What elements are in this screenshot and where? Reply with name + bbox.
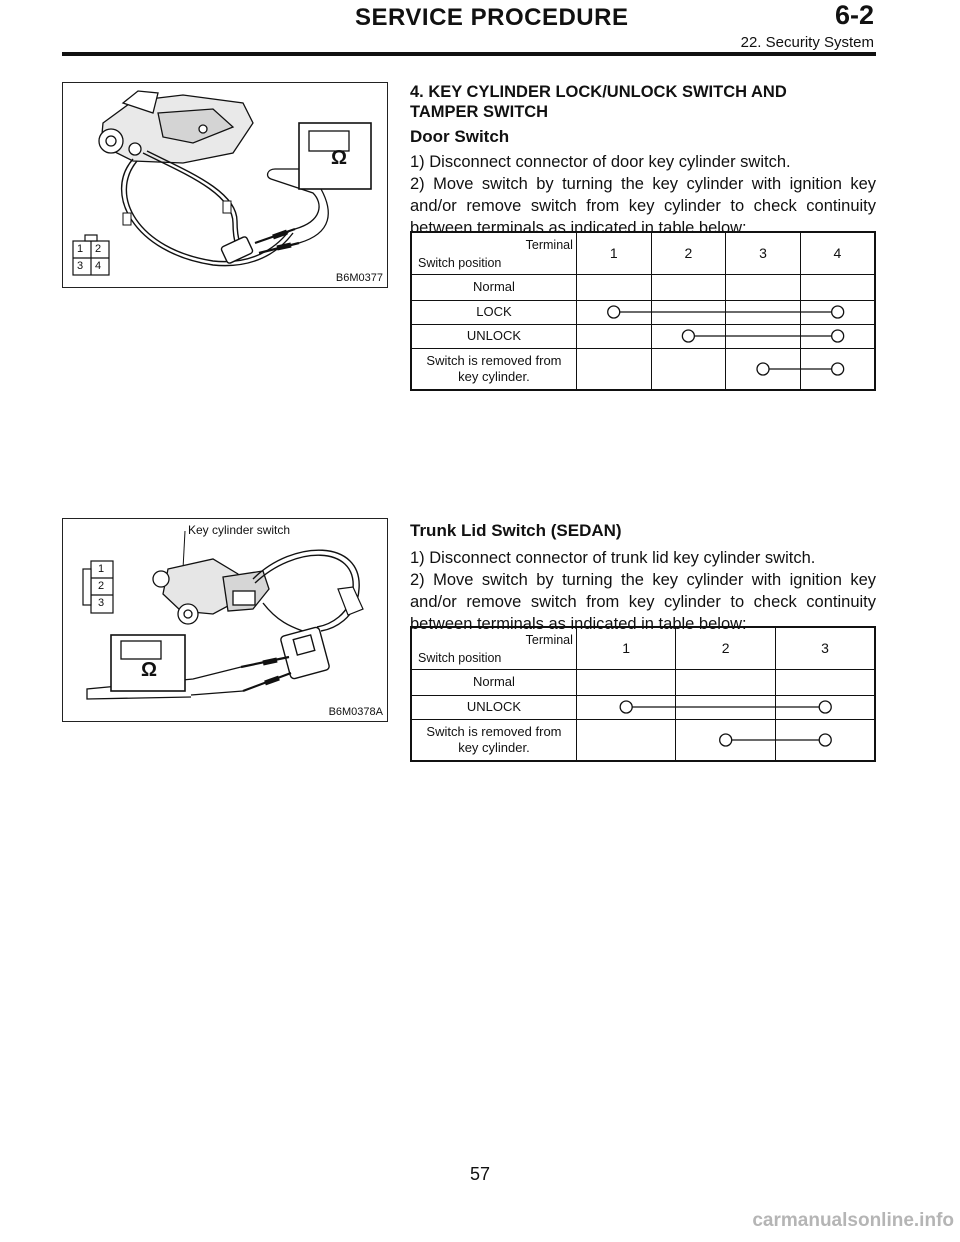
header-terminal: Terminal bbox=[525, 238, 573, 252]
trunk-step-2: 2) Move switch by turning the key cylinder with ignition key and/or remove switch from key cylinder to check continuity between terminals as indicated in table below: bbox=[410, 571, 876, 633]
row-label-normal: Normal bbox=[411, 274, 576, 300]
door-switch-heading: Door Switch bbox=[410, 127, 510, 146]
door-step-2: 2) Move switch by turning the key cylinder with ignition key and/or remove switch from key cylinder to check continuity between terminals as indicated in table below: bbox=[410, 175, 876, 237]
table-row bbox=[411, 324, 875, 348]
row-label-removed bbox=[411, 719, 576, 761]
trunk-pin-1: 1 bbox=[98, 563, 105, 575]
row-label-lock: LOCK bbox=[411, 300, 576, 324]
trunk-switch-heading: Trunk Lid Switch (SEDAN) bbox=[410, 521, 622, 540]
door-switch-figure bbox=[62, 82, 388, 288]
door-figure-code: B6M0377 bbox=[335, 272, 383, 284]
terminal-1: 1 bbox=[576, 627, 676, 669]
door-pin-2: 2 bbox=[95, 243, 102, 255]
table-row bbox=[411, 274, 875, 300]
section-4-heading-block bbox=[410, 82, 876, 239]
trunk-figure-code: B6M0378A bbox=[328, 706, 383, 718]
trunk-continuity-table bbox=[410, 626, 876, 762]
row-label-normal: Normal bbox=[411, 669, 576, 695]
section-heading-line2: TAMPER SWITCH bbox=[410, 103, 549, 121]
table-row bbox=[411, 669, 875, 695]
table-header-cell bbox=[411, 627, 576, 669]
terminal-4: 4 bbox=[800, 232, 875, 274]
door-pin-1: 1 bbox=[77, 243, 84, 255]
section-heading-line1: 4. KEY CYLINDER LOCK/UNLOCK SWITCH AND bbox=[410, 83, 787, 101]
trunk-pin-2: 2 bbox=[98, 580, 105, 592]
trunk-switch-figure bbox=[62, 518, 388, 722]
header-rule bbox=[62, 52, 876, 56]
row-label-removed bbox=[411, 348, 576, 390]
row-label-removed-line2: key cylinder. bbox=[458, 368, 530, 384]
table-row bbox=[411, 719, 875, 761]
door-step-1: 1) Disconnect connector of door key cylinder switch. bbox=[410, 153, 791, 171]
table-row bbox=[411, 348, 875, 390]
row-label-unlock: UNLOCK bbox=[411, 324, 576, 348]
table-header-cell bbox=[411, 232, 576, 274]
header-terminal: Terminal bbox=[525, 633, 573, 647]
table-row bbox=[411, 300, 875, 324]
door-pin-3: 3 bbox=[77, 260, 84, 272]
trunk-switch-illustration bbox=[63, 519, 389, 723]
key-cylinder-switch-callout: Key cylinder switch bbox=[188, 523, 291, 537]
trunk-pin-3: 3 bbox=[98, 597, 105, 609]
header-switch-position: Switch position bbox=[418, 650, 502, 665]
section-number: 6-2 bbox=[834, 0, 874, 30]
terminal-3: 3 bbox=[775, 627, 875, 669]
terminal-2: 2 bbox=[676, 627, 776, 669]
section-subtitle: 22. Security System bbox=[740, 34, 874, 51]
row-label-unlock: UNLOCK bbox=[411, 695, 576, 719]
page-number: 57 bbox=[469, 1164, 491, 1184]
terminal-3: 3 bbox=[726, 232, 801, 274]
terminal-1: 1 bbox=[576, 232, 651, 274]
table-row bbox=[411, 695, 875, 719]
door-pin-4: 4 bbox=[95, 260, 102, 272]
door-meter-symbol: Ω bbox=[331, 147, 348, 169]
trunk-switch-block bbox=[410, 520, 876, 635]
trunk-step-1: 1) Disconnect connector of trunk lid key cylinder switch. bbox=[410, 549, 816, 567]
header-switch-position: Switch position bbox=[418, 255, 502, 270]
watermark: carmanualsonline.info bbox=[752, 1210, 954, 1231]
row-label-removed-line1: Switch is removed from bbox=[426, 723, 562, 739]
door-continuity-table bbox=[410, 231, 876, 391]
row-label-removed-line1: Switch is removed from bbox=[426, 352, 562, 368]
trunk-meter-symbol: Ω bbox=[141, 659, 158, 681]
door-switch-illustration bbox=[63, 83, 389, 289]
page-title: SERVICE PROCEDURE bbox=[355, 4, 629, 31]
row-label-removed-line2: key cylinder. bbox=[458, 739, 530, 755]
terminal-2: 2 bbox=[651, 232, 726, 274]
